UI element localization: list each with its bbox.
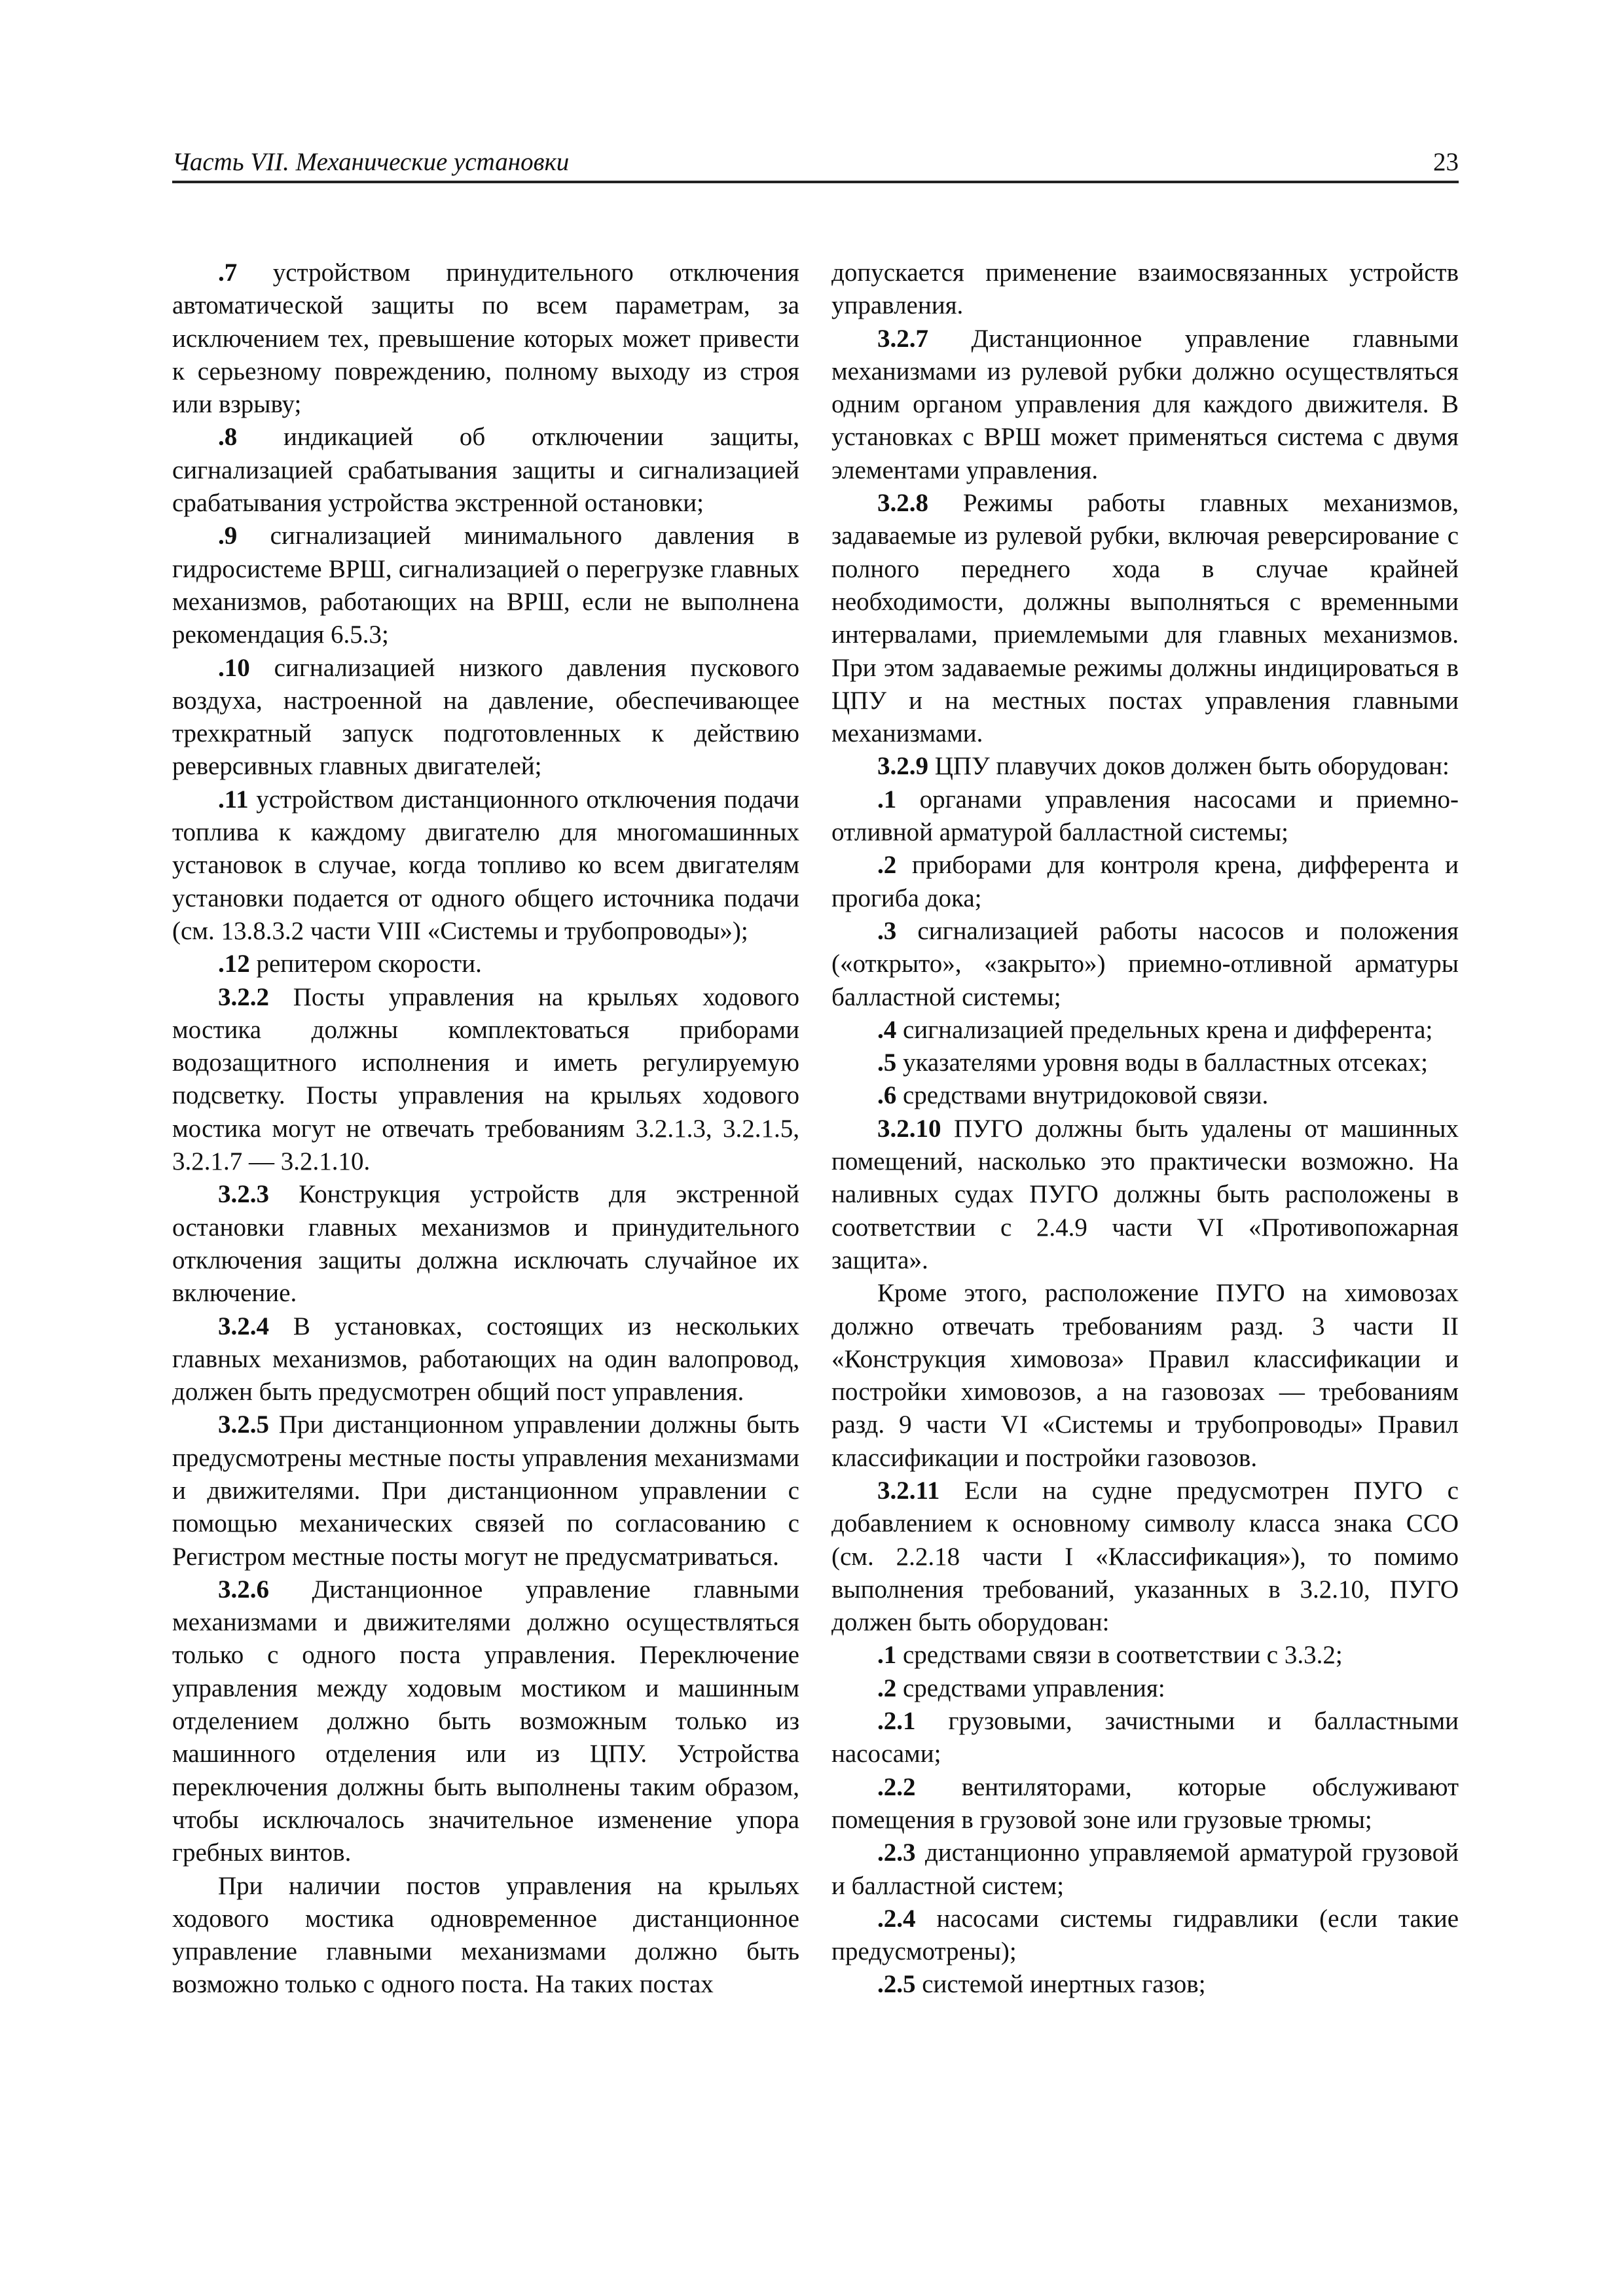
paragraph [831, 1014, 1459, 1047]
paragraph [172, 257, 799, 421]
paragraph [831, 1903, 1459, 1969]
paragraph-text: сигнализацией предельных крена и дифферента; [896, 1015, 1433, 1044]
paragraph-text: Если на судне предусмотрен ПУГО с добавлением к основному символу класса знака CCO (см. 2.2.18 части I «Классификация»), то помимо выполнения требований, указанных в 3.2.10, ПУГО должен быть оборудован: [831, 1476, 1459, 1637]
paragraph-text: Кроме этого, расположение ПУГО на химовозах должно отвечать требованиям разд. 3 части II «Конструкция химовоза» Правил классификации и постройки химовозов, а на газовозах — требованиям разд. 9 части VI «Системы и трубопроводы» Правил классификации и постройки газовозов. [831, 1279, 1459, 1472]
running-header [172, 143, 1459, 183]
paragraph [172, 981, 799, 1179]
paragraph [172, 421, 799, 520]
clause-number: .2 [877, 1674, 897, 1702]
clause-number: .2 [877, 851, 897, 880]
clause-number: .5 [877, 1049, 897, 1077]
paragraph-text: средствами внутридоковой связи. [896, 1081, 1269, 1110]
clause-number: .3 [877, 916, 897, 945]
paragraph-text: Конструкция устройств для экстренной остановки главных механизмов и принудительного отключения защиты должна исключать случайное их включение. [172, 1180, 799, 1308]
clause-number: .9 [218, 522, 238, 550]
paragraph-text: средствами управления: [896, 1674, 1165, 1702]
paragraph-text: допускается применение взаимосвязанных устройств управления. [831, 259, 1459, 320]
paragraph-text: ПУГО должны быть удалены от машинных помещений, насколько это практически возможно. На наливных судах ПУГО должны быть расположены в соответствии с 2.4.9 части VI «Противопожарная защита». [831, 1114, 1459, 1274]
clause-number: 3.2.2 [218, 982, 269, 1011]
paragraph [831, 750, 1459, 783]
clause-number: .2.1 [877, 1707, 916, 1736]
clause-number: .10 [218, 653, 250, 682]
paragraph-text: репитером скорости. [249, 950, 482, 978]
paragraph-text: приборами для контроля крена, дифферента и прогиба дока; [831, 851, 1459, 912]
paragraph-text: При дистанционном управлении должны быть предусмотрены местные посты управления механизмами и движителями. При дистанционном управлении с помощью механических связей по согласованию с Регистром местные посты могут не предусматриваться. [172, 1410, 799, 1571]
clause-number: 3.2.9 [877, 752, 928, 781]
paragraph [831, 915, 1459, 1014]
paragraph [172, 1310, 799, 1409]
clause-number: .7 [218, 259, 238, 287]
paragraph-text: органами управления насосами и приемно-отливной арматурой балластной системы; [831, 785, 1459, 847]
paragraph-text: вентиляторами, которые обслуживают помещения в грузовой зоне или грузовые трюмы; [831, 1772, 1459, 1834]
paragraph [831, 1771, 1459, 1837]
paragraph-text: В установках, состоящих из нескольких главных механизмов, работающих на один валопровод, должен быть предусмотрен общий пост управления. [172, 1312, 799, 1407]
paragraph [172, 520, 799, 651]
clause-number: 3.2.3 [218, 1180, 269, 1209]
paragraph-text: ЦПУ плавучих доков должен быть оборудован: [928, 752, 1450, 781]
clause-number: 3.2.11 [877, 1476, 940, 1505]
paragraph-text: насосами системы гидравлики (если такие предусмотрены); [831, 1904, 1459, 1966]
clause-number: .2.2 [877, 1772, 916, 1801]
paragraph-text: Посты управления на крыльях ходового мостика должны комплектоваться приборами водозащитного исполнения и иметь регулируемую подсветку. Посты управления на крыльях ходового мостика могут не отвечать требованиям 3.2.1.3, 3.2.1.5, 3.2.1.7 — 3.2.1.10. [172, 982, 799, 1176]
page-number: 23 [1433, 148, 1459, 176]
clause-number: 3.2.7 [877, 324, 928, 353]
paragraph-text: сигнализацией низкого давления пускового воздуха, настроенной на давление, обеспечивающее трехкратный запуск подготовленных к действию реверсивных главных двигателей; [172, 653, 799, 781]
paragraph-text: системой инертных газов; [915, 1970, 1206, 1999]
clause-number: .11 [218, 785, 249, 814]
paragraph [831, 1079, 1459, 1112]
clause-number: .6 [877, 1081, 897, 1110]
clause-number: .1 [877, 1641, 897, 1670]
paragraph [172, 1573, 799, 1870]
paragraph [172, 1408, 799, 1573]
paragraph-text: дистанционно управляемой арматурой грузовой и балластной систем; [831, 1839, 1459, 1900]
paragraph-text: устройством принудительного отключения автоматической защиты по всем параметрам, за исключением тех, превышение которых может привести к серьезному повреждению, полному выходу из строя или взрыву; [172, 259, 799, 419]
paragraph [831, 323, 1459, 487]
paragraph [172, 1870, 799, 2001]
paragraph-text: Режимы работы главных механизмов, задаваемые из рулевой рубки, включая реверсирование с полного переднего хода в случае крайней необходимости, должны выполняться с временными интервалами, приемлемыми для главных механизмов. При этом задаваемые режимы должны индицироваться в ЦПУ и на местных постах управления главными механизмами. [831, 489, 1459, 748]
left-column [172, 257, 799, 2001]
paragraph [831, 487, 1459, 750]
paragraph [831, 1113, 1459, 1277]
clause-number: .2.5 [877, 1970, 916, 1999]
paragraph-text: грузовыми, зачистными и балластными насосами; [831, 1707, 1459, 1768]
paragraph [831, 1968, 1459, 2001]
paragraph [831, 1277, 1459, 1475]
paragraph-text: сигнализацией работы насосов и положения («открыто», «закрыто») приемно-отливной арматуры балластной системы; [831, 916, 1459, 1011]
paragraph-text: Дистанционное управление главными механизмами и движителями должно осуществляться только с одного поста управления. Переключение управления между ходовым мостиком и машинным отделением должно быть возможным только из машинного отделения или из ЦПУ. Устройства переключения должны быть выполнены таким образом, чтобы исключалось значительное изменение упора гребных винтов. [172, 1575, 799, 1867]
paragraph [831, 1475, 1459, 1639]
paragraph-text: указателями уровня воды в балластных отсеках; [896, 1049, 1428, 1077]
paragraph [172, 652, 799, 783]
clause-number: .2.4 [877, 1904, 916, 1933]
paragraph-text: устройством дистанционного отключения подачи топлива к каждому двигателю для многомашинных установок в случае, когда топливо ко всем двигателям установки подается от одного общего источника подачи (см. 13.8.3.2 части VIII «Системы и трубопроводы»); [172, 785, 799, 945]
paragraph [831, 1672, 1459, 1705]
paragraph [831, 849, 1459, 915]
paragraph [831, 1639, 1459, 1672]
paragraph [831, 1705, 1459, 1771]
clause-number: 3.2.6 [218, 1575, 269, 1604]
right-column [831, 257, 1459, 2001]
paragraph-text: средствами связи в соответствии с 3.3.2; [896, 1641, 1343, 1670]
running-header-title: Часть VII. Механические установки [172, 148, 570, 176]
clause-number: 3.2.5 [218, 1410, 269, 1439]
clause-number: 3.2.4 [218, 1312, 269, 1340]
paragraph-text: При наличии постов управления на крыльях ходового мостика одновременное дистанционное управление главными механизмами должно быть возможно только с одного поста. На таких постах [172, 1871, 799, 1999]
clause-number: .1 [877, 785, 897, 814]
clause-number: .4 [877, 1015, 897, 1044]
paragraph [172, 948, 799, 980]
clause-number: .2.3 [877, 1839, 916, 1867]
paragraph [172, 783, 799, 948]
clause-number: .8 [218, 423, 238, 452]
paragraph [831, 1047, 1459, 1079]
clause-number: .12 [218, 950, 250, 978]
paragraph-text: Дистанционное управление главными механизмами из рулевой рубки должно осуществляться одним органом управления для каждого движителя. В установках с ВРШ может применяться система с двумя элементами управления. [831, 324, 1459, 484]
paragraph [172, 1178, 799, 1310]
clause-number: 3.2.8 [877, 489, 928, 518]
paragraph [831, 783, 1459, 850]
clause-number: 3.2.10 [877, 1114, 941, 1143]
paragraph-text: сигнализацией минимального давления в гидросистеме ВРШ, сигнализацией о перегрузке главных механизмов, работающих на ВРШ, если не выполнена рекомендация 6.5.3; [172, 522, 799, 649]
paragraph-text: индикацией об отключении защиты, сигнализацией срабатывания защиты и сигнализацией срабатывания устройства экстренной остановки; [172, 423, 799, 518]
paragraph [831, 257, 1459, 323]
paragraph [831, 1837, 1459, 1903]
